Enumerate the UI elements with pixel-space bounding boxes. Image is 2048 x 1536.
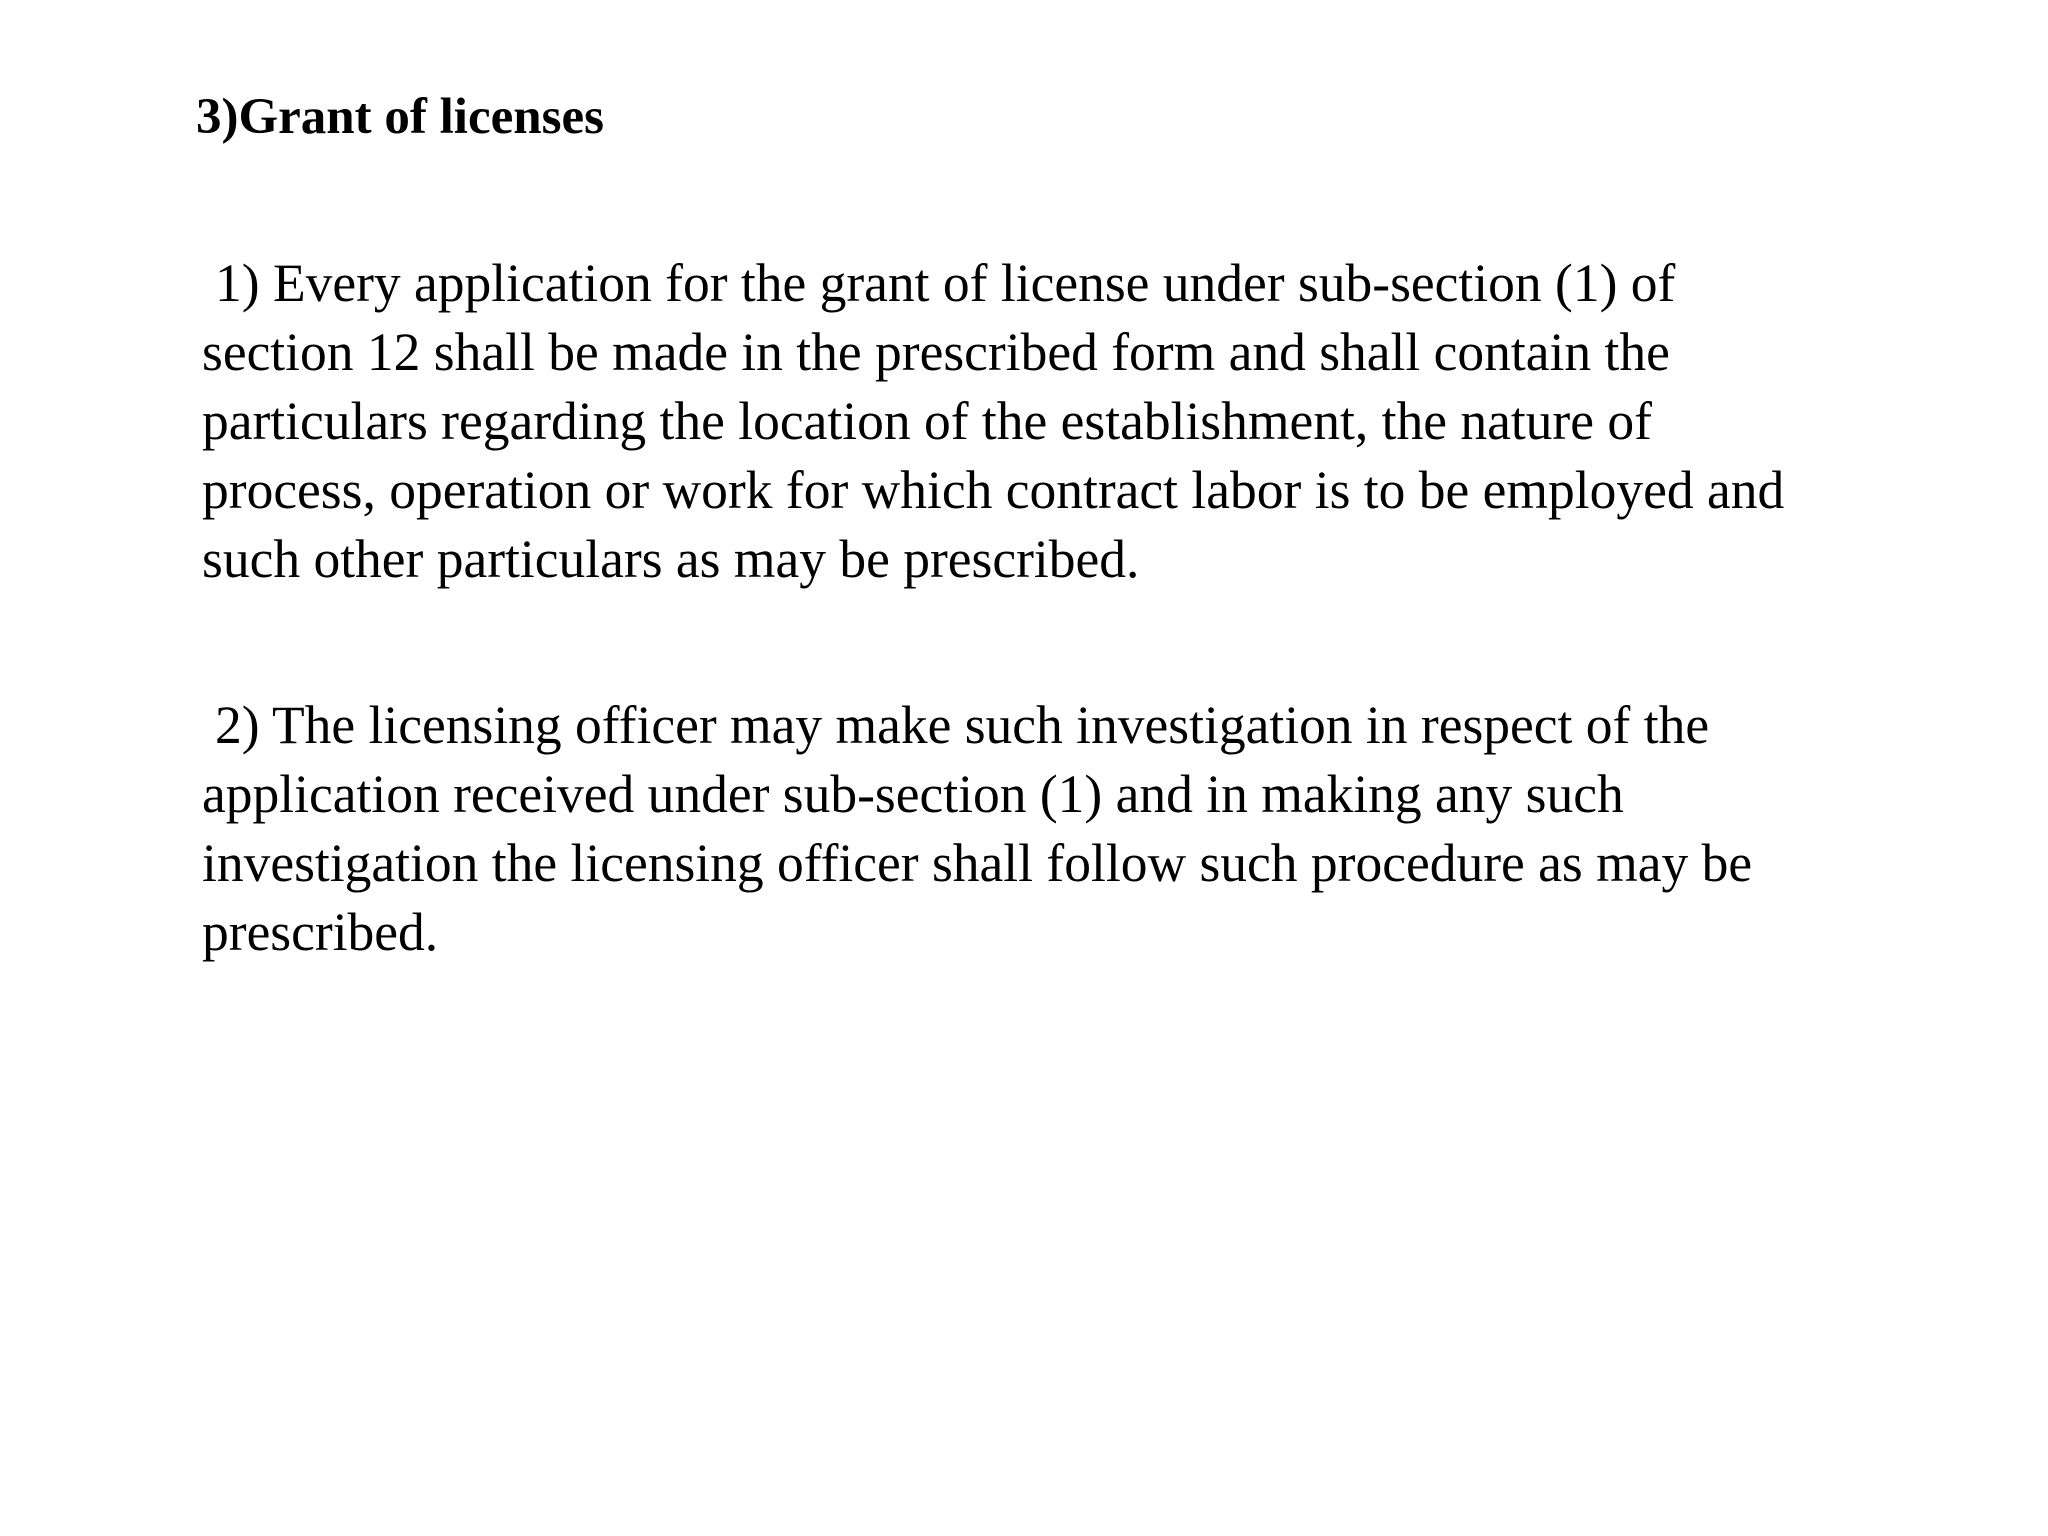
paragraph-line: section 12 shall be made in the prescribed form and shall contain the: [202, 322, 1670, 382]
paragraph-line: prescribed.: [202, 902, 439, 962]
slide-title: 3)Grant of licenses: [196, 89, 604, 145]
paragraph-line: 2) The licensing officer may make such investigation in respect of the: [215, 695, 1710, 755]
paragraph-subsection-1: [202, 249, 1922, 594]
paragraph-line: investigation the licensing officer shall follow such procedure as may be: [202, 833, 1753, 893]
paragraph-line: application received under sub-section (1) and in making any such: [202, 764, 1624, 824]
paragraph-line: particulars regarding the location of the establishment, the nature of: [202, 391, 1652, 451]
paragraph-subsection-2: [202, 691, 1922, 967]
paragraph-line: process, operation or work for which contract labor is to be employed and: [202, 460, 1785, 520]
paragraph-line: 1) Every application for the grant of license under sub-section (1) of: [215, 253, 1676, 313]
paragraph-line: such other particulars as may be prescribed.: [202, 529, 1140, 589]
